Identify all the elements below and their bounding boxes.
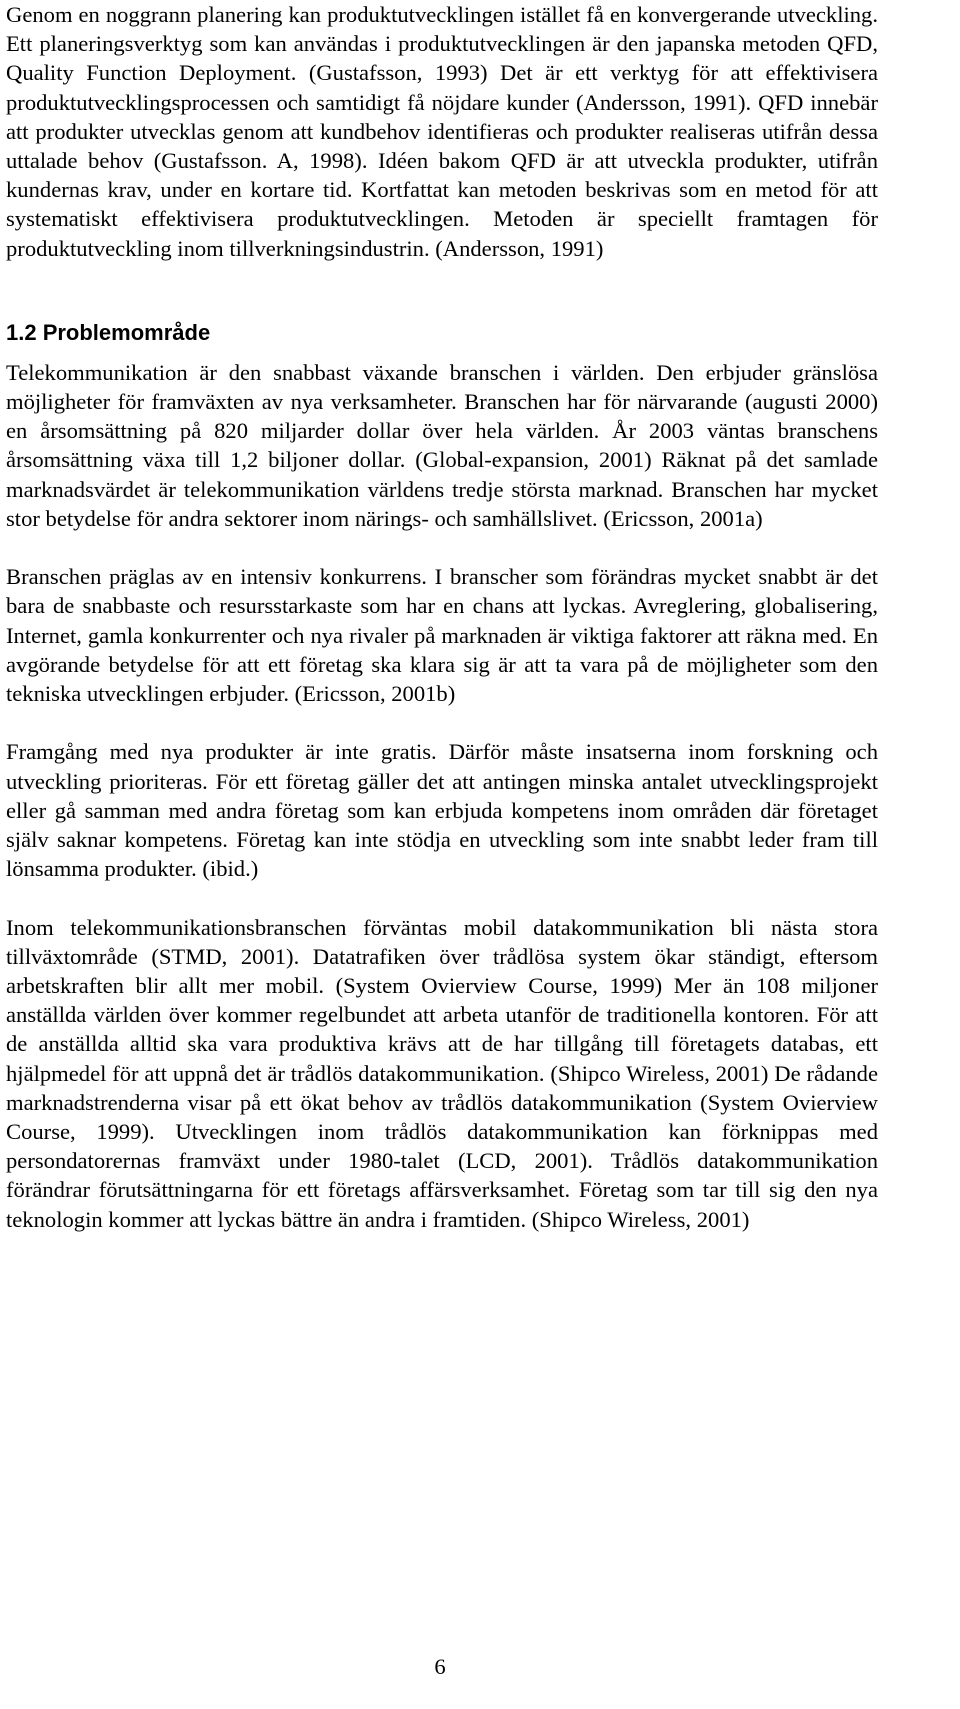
paragraph-framgang: Framgång med nya produkter är inte gratis. Därför måste insatserna inom forskning och utveckling prioriteras. För ett företag gäller det att antingen minska antalet utvecklingsprojekt eller gå samman med andra företag som kan erbjuda kompetens inom områden där företaget själv saknar kompetens. Företag kan inte stödja en utveckling som inte snabbt leder fram till lönsamma produkter. (ibid.) — [6, 739, 878, 882]
section-heading: 1.2 Problemområde — [6, 319, 211, 345]
page-number: 6 — [434, 1654, 446, 1679]
paragraph-telekommunikation: Telekommunikation är den snabbast växande branschen i världen. Den erbjuder gränslösa möjligheter för framväxten av nya verksamheter. Branschen har för närvarande (augusti 2000) en årsomsättning på 820 miljarder dollar över hela världen. År 2003 väntas branschens årsomsättning växa till 1,2 biljoner dollar. (Global-expansion, 2001) Räknat på det samlade marknadsvärdet är telekommunikation världens tredje största marknad. Branschen har mycket stor betydelse för andra sektorer inom närings- och samhällslivet. (Ericsson, 2001a) — [6, 359, 878, 531]
page-body — [6, 0, 878, 1234]
intro-paragraph: Genom en noggrann planering kan produktutvecklingen istället få en konvergerande utveckling. Ett planeringsverktyg som kan användas i produktutvecklingen är den japanska metoden QFD, Quality Function Deployment. (Gustafsson, 1993) Det är ett verktyg för att effektivisera produktutvecklingsprocessen och samtidigt få nöjdare kunder (Andersson, 1991). QFD innebär att produkter utvecklas genom att kundbehov identifieras och produkter realiseras utifrån dessa uttalade behov (Gustafsson. A, 1998). Idéen bakom QFD är att utveckla produkter, utifrån kundernas krav, under en kortare tid. Kortfattat kan metoden beskrivas som en metod för att systematiskt effektivisera produktutvecklingen. Metoden är speciellt framtagen för produktutveckling inom tillverkningsindustrin. (Andersson, 1991) — [6, 2, 878, 261]
paragraph-mobil-datakommunikation: Inom telekommunikationsbranschen förväntas mobil datakommunikation bli nästa stora tillväxtområde (STMD, 2001). Datatrafiken över trådlösa system ökar ständigt, eftersom arbetskraften blir allt mer mobil. (System Ovierview Course, 1999) Mer än 108 miljoner anställda världen över kommer regelbundet att arbeta utanför de traditionella kontoren. För att de anställda alltid ska vara produktiva krävs att de har tillgång till företagets databas, ett hjälpmedel för att uppnå det är trådlös datakommunikation. (Shipco Wireless, 2001) De rådande marknadstrenderna visar på ett ökat behov av trådlös datakommunikation (System Ovierview Course, 1999). Utvecklingen inom trådlös datakommunikation kan förknippas med persondatorernas framväxt under 1980-talet (LCD, 2001). Trådlös datakommunikation förändrar förutsättningarna för ett företags affärsverksamhet. Företag som tar till sig den nya teknologin kommer att lyckas bättre än andra i framtiden. (Shipco Wireless, 2001) — [6, 914, 878, 1232]
paragraph-konkurrens: Branschen präglas av en intensiv konkurrens. I branscher som förändras mycket snabbt är det bara de snabbaste och resursstarkaste som har en chans att lyckas. Avreglering, globalisering, Internet, gamla konkurrenter och nya rivaler på marknaden är viktiga faktorer att räkna med. En avgörande betydelse för att ett företag ska klara sig är att ta vara på de möjligheter som den tekniska utvecklingen erbjuder. (Ericsson, 2001b) — [6, 564, 878, 707]
